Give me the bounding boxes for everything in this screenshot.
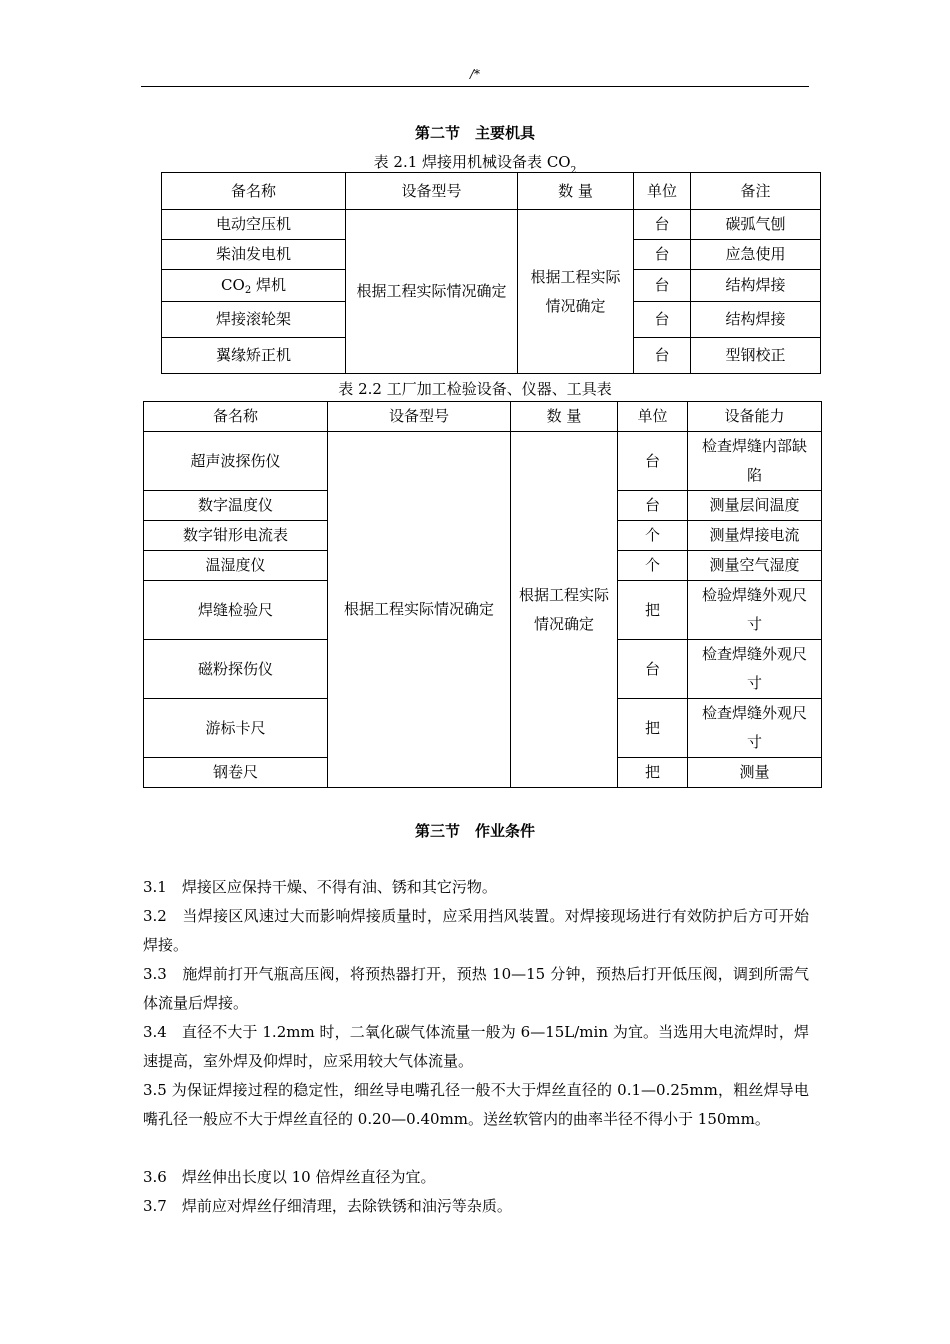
- table2-cell-unit: 个: [618, 551, 688, 581]
- table1-co2-sub: 2: [244, 285, 252, 296]
- paragraph-3-6: 3.6 焊丝伸出长度以 10 倍焊丝直径为宜。: [143, 1168, 436, 1186]
- table2-header-unit: 单位: [618, 402, 688, 432]
- paragraph-3-2: 3.2 当焊接区风速过大而影响焊接质量时，应采用挡风装置。对焊接现场进行有效防护后方可开始焊接。: [143, 907, 809, 954]
- table2-cell-name: 温湿度仪: [144, 551, 328, 581]
- table2-cell-unit: 个: [618, 521, 688, 551]
- table1-header-model: 设备型号: [346, 173, 518, 210]
- table1-merged-model: 根据工程实际情况确定: [346, 210, 518, 374]
- table2-cell-name: 超声波探伤仪: [144, 432, 328, 491]
- table1-cell-note: 碳弧气刨: [691, 210, 821, 240]
- table1-cell-name: 电动空压机: [162, 210, 346, 240]
- table1-merged-qty: 根据工程实际情况确定: [518, 210, 634, 374]
- table2-merged-model: 根据工程实际情况确定: [328, 432, 511, 788]
- table1-caption-sub: 2: [570, 166, 577, 176]
- table2-header-ability: 设备能力: [688, 402, 822, 432]
- table2-cell-ability: 检查焊缝内部缺陷: [688, 432, 822, 491]
- table2-cell-ability: 检查焊缝外观尺寸: [688, 640, 822, 699]
- table1-header-qty: 数 量: [518, 173, 634, 210]
- table1-header-name: 备名称: [162, 173, 346, 210]
- paragraph-3-5: 3.5 为保证焊接过程的稳定性，细丝导电嘴孔径一般不大于焊丝直径的 0.1—0.25mm，粗丝焊导电嘴孔径一般应不大于焊丝直径的 0.20—0.40mm。送丝软管内的曲率半径不得小于 150mm。: [143, 1081, 809, 1128]
- page-header-mark: /*: [469, 67, 481, 81]
- table1-cell-note: 结构焊接: [691, 302, 821, 338]
- table1-cell-unit: 台: [634, 338, 691, 374]
- table2-cell-unit: 把: [618, 699, 688, 758]
- table1-cell-note: 结构焊接: [691, 270, 821, 302]
- section3-title: 第三节 作业条件: [414, 822, 535, 840]
- header-rule: [141, 86, 809, 87]
- section2-title: 第二节 主要机具: [414, 124, 535, 142]
- table2-cell-ability: 测量: [688, 758, 822, 788]
- table2-caption: 表 2.2 工厂加工检验设备、仪器、工具表: [338, 380, 612, 398]
- table1: [161, 172, 821, 374]
- table2-cell-name: 数字钳形电流表: [144, 521, 328, 551]
- table2-cell-ability: 测量焊接电流: [688, 521, 822, 551]
- table2-cell-name: 磁粉探伤仪: [144, 640, 328, 699]
- table1-co2-text: CO: [221, 276, 245, 294]
- table2-cell-ability: 测量空气湿度: [688, 551, 822, 581]
- table1-header-row: [162, 173, 821, 210]
- table1-header-unit: 单位: [634, 173, 691, 210]
- table1-cell-unit: 台: [634, 210, 691, 240]
- table1-cell-unit: 台: [634, 302, 691, 338]
- table2-cell-ability: 检验焊缝外观尺寸: [688, 581, 822, 640]
- table1-cell-note: 型钢校正: [691, 338, 821, 374]
- table1-cell-name: [162, 270, 346, 302]
- paragraph-3-4: 3.4 直径不大于 1.2mm 时，二氧化碳气体流量一般为 6—15L/min 为宜。当选用大电流焊时，焊速提高，室外焊及仰焊时，应采用较大气体流量。: [143, 1023, 809, 1070]
- paragraph-3-3: 3.3 施焊前打开气瓶高压阀，将预热器打开，预热 10—15 分钟，预热后打开低压阀，调到所需气体流量后焊接。: [143, 965, 809, 1012]
- table2-cell-ability: 测量层间温度: [688, 491, 822, 521]
- table-row: [144, 432, 822, 491]
- table2-header-row: [144, 402, 822, 432]
- table1-cell-name: 翼缘矫正机: [162, 338, 346, 374]
- table2-merged-qty: 根据工程实际情况确定: [511, 432, 618, 788]
- table1-cell-unit: 台: [634, 270, 691, 302]
- table2-cell-ability: 检查焊缝外观尺寸: [688, 699, 822, 758]
- table2-cell-unit: 把: [618, 758, 688, 788]
- table1-caption-text: 表 2.1 焊接用机械设备表 CO: [373, 153, 571, 171]
- paragraph-3-1: 3.1 焊接区应保持干燥、不得有油、锈和其它污物。: [143, 878, 497, 896]
- table-row: [162, 210, 821, 240]
- table2-cell-unit: 台: [618, 432, 688, 491]
- table2-cell-unit: 台: [618, 491, 688, 521]
- table2-cell-name: 游标卡尺: [144, 699, 328, 758]
- table1-header-note: 备注: [691, 173, 821, 210]
- table2-cell-name: 数字温度仪: [144, 491, 328, 521]
- table2-cell-name: 钢卷尺: [144, 758, 328, 788]
- table2-cell-name: 焊缝检验尺: [144, 581, 328, 640]
- table1-cell-name: 焊接滚轮架: [162, 302, 346, 338]
- paragraph-3-7: 3.7 焊前应对焊丝仔细清理，去除铁锈和油污等杂质。: [143, 1197, 512, 1215]
- table1-cell-unit: 台: [634, 240, 691, 270]
- table2: [143, 401, 822, 788]
- table2-header-name: 备名称: [144, 402, 328, 432]
- table1-co2-suffix: 焊机: [251, 276, 286, 294]
- table2-cell-unit: 把: [618, 581, 688, 640]
- table2-header-model: 设备型号: [328, 402, 511, 432]
- table1-cell-note: 应急使用: [691, 240, 821, 270]
- table2-cell-unit: 台: [618, 640, 688, 699]
- table2-header-qty: 数 量: [511, 402, 618, 432]
- table1-cell-name: 柴油发电机: [162, 240, 346, 270]
